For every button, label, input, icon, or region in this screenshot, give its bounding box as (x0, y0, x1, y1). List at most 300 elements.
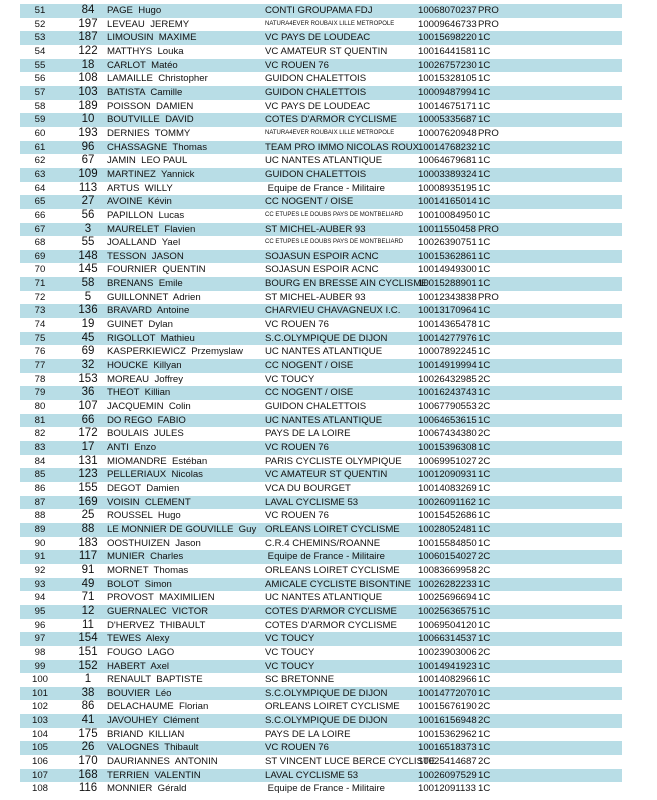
license-cell: 10013170964 (418, 305, 477, 317)
table-row (20, 660, 622, 674)
bib-cell: 69 (81, 345, 95, 358)
license-cell: 10068070237 (418, 5, 477, 16)
rank-cell: 77 (34, 360, 46, 372)
rider-name-cell: DERNIES TOMMY (107, 127, 191, 139)
club-cell: BOURG EN BRESSE AIN CYCLISME (265, 278, 428, 290)
bib-cell: 5 (84, 290, 92, 303)
bib-cell: 41 (81, 714, 95, 727)
club-cell: VC ROUEN 76 (265, 59, 329, 71)
table-row (20, 441, 622, 455)
category-cell: 2C (478, 756, 491, 768)
bib-cell: 26 (81, 741, 95, 754)
license-cell: 10015676190 (418, 701, 477, 713)
club-cell: UC NANTES ATLANTIQUE (265, 592, 383, 604)
club-cell: ORLEANS LOIRET CYCLISME (265, 523, 400, 535)
club-cell: CC NOGENT / OISE (265, 196, 354, 208)
rank-cell: 87 (34, 496, 46, 508)
rank-cell: 63 (34, 168, 46, 180)
bib-cell: 32 (81, 359, 95, 372)
license-cell: 10067790553 (418, 401, 477, 413)
rider-name-cell: POISSON DAMIEN (107, 100, 194, 112)
rank-cell: 106 (31, 756, 48, 768)
bib-cell: 148 (78, 249, 98, 262)
license-cell: 10016156948 (418, 715, 477, 727)
rank-cell: 100 (31, 674, 48, 686)
category-cell: PRO (478, 5, 499, 16)
license-cell: 10014082966 (418, 674, 477, 686)
table-row (20, 223, 622, 237)
bib-cell: 19 (81, 318, 95, 331)
table-row (20, 236, 622, 250)
rider-name-cell: DELACHAUME Florian (107, 701, 209, 713)
club-cell: ORLEANS LOIRET CYCLISME (265, 564, 400, 576)
bib-cell: 193 (78, 126, 98, 139)
table-row (20, 86, 622, 100)
table-row (20, 632, 622, 646)
rank-cell: 70 (34, 264, 46, 276)
table-row (20, 209, 622, 223)
club-cell: PAYS DE LA LOIRE (265, 428, 351, 440)
rider-name-cell: MONNIER Gérald (107, 783, 187, 795)
table-row (20, 359, 622, 373)
table-row (20, 250, 622, 264)
category-cell: 1C (478, 59, 491, 71)
table-row (20, 59, 622, 73)
rider-name-cell: D'HERVEZ THIBAULT (107, 619, 206, 631)
rider-name-cell: MATTHYS Louka (107, 45, 184, 57)
category-cell: 1C (478, 387, 491, 399)
category-cell: 1C (478, 319, 491, 331)
license-cell: 10015288901 (418, 278, 477, 290)
license-cell: 10083669958 (418, 564, 477, 576)
table-row (20, 45, 622, 59)
license-cell: 10012091133 (418, 783, 476, 795)
license-cell: 10010084950 (418, 209, 477, 221)
rider-name-cell: JAVOUHEY Clément (107, 715, 199, 727)
rank-cell: 67 (34, 223, 46, 235)
license-cell: 10012090931 (418, 469, 477, 481)
category-cell: 1C (478, 674, 491, 686)
club-cell: VC PAYS DE LOUDEAC (265, 100, 371, 112)
table-row (20, 755, 622, 769)
rank-cell: 76 (34, 346, 46, 358)
bib-cell: 88 (81, 522, 95, 535)
bib-cell: 55 (81, 236, 95, 249)
rider-name-cell: FOURNIER QUENTIN (107, 264, 206, 276)
rider-name-cell: CARLOT Matéo (107, 59, 178, 71)
license-cell: 10014772070 (418, 687, 477, 699)
table-row (20, 263, 622, 277)
club-cell: UC NANTES ATLANTIQUE (265, 414, 383, 426)
rider-name-cell: PAGE Hugo (107, 5, 162, 16)
category-cell: 1C (478, 250, 491, 262)
club-cell: S.C.OLYMPIQUE DE DIJON (265, 687, 388, 699)
license-cell: 10015328105 (418, 73, 477, 85)
bib-cell: 170 (78, 755, 98, 768)
club-cell: VC AMATEUR ST QUENTIN (265, 45, 388, 57)
table-row (20, 509, 622, 523)
bib-cell: 49 (81, 577, 95, 590)
rank-cell: 99 (34, 660, 46, 672)
club-cell: VC TOUCY (265, 646, 315, 658)
bib-cell: 91 (81, 563, 95, 576)
rider-name-cell: TEWES Alexy (107, 633, 170, 645)
rider-name-cell: MARTINEZ Yannick (107, 168, 195, 180)
table-row (20, 4, 622, 18)
bib-cell: 189 (78, 99, 98, 112)
rider-name-cell: PROVOST MAXIMILIEN (107, 592, 215, 604)
club-cell: VCA DU BOURGET (265, 482, 351, 494)
rider-name-cell: JACQUEMIN Colin (107, 401, 191, 413)
club-cell: ST MICHEL-AUBER 93 (265, 291, 366, 303)
rider-name-cell: JAMIN LEO PAUL (107, 155, 188, 167)
rider-name-cell: DO REGO FABIO (107, 414, 186, 426)
license-cell: 10026097529 (418, 769, 477, 781)
license-cell: 10025414687 (418, 756, 477, 768)
rider-name-cell: DAURIANNES ANTONIN (107, 756, 218, 768)
license-cell: 10012343838 (418, 291, 477, 303)
bib-cell: 108 (78, 72, 98, 85)
table-row (20, 714, 622, 728)
category-cell: 1C (478, 687, 491, 699)
rider-name-cell: FOUGO LAGO (107, 646, 175, 658)
category-cell: PRO (478, 291, 499, 303)
category-cell: 1C (478, 469, 491, 481)
category-cell: 1C (478, 496, 491, 508)
club-cell: VC TOUCY (265, 660, 315, 672)
license-cell: 10015396308 (418, 442, 477, 453)
rider-name-cell: MIOMANDRE Estéban (107, 455, 208, 467)
category-cell: PRO (478, 127, 499, 139)
rank-cell: 57 (34, 86, 46, 98)
bib-cell: 152 (78, 659, 98, 672)
club-cell: ORLEANS LOIRET CYCLISME (265, 701, 400, 713)
rider-name-cell: LEVEAU JEREMY (107, 18, 190, 30)
rank-cell: 85 (34, 469, 46, 481)
rider-name-cell: GUILLONNET Adrien (107, 291, 201, 303)
table-row (20, 605, 622, 619)
club-cell: GUIDON CHALETTOIS (265, 401, 367, 413)
category-cell: 2C (478, 428, 491, 440)
license-cell: 10066314537 (418, 633, 477, 645)
license-cell: 10026390751 (418, 237, 477, 249)
club-cell: COTES D'ARMOR CYCLISME (265, 605, 397, 617)
rider-name-cell: RIGOLLOT Mathieu (107, 332, 195, 344)
table-row (20, 591, 622, 605)
license-cell: 10064679681 (418, 155, 477, 167)
bib-cell: 58 (81, 277, 95, 290)
club-cell: VC ROUEN 76 (265, 442, 329, 453)
bib-cell: 66 (81, 413, 95, 426)
club-cell: GUIDON CHALETTOIS (265, 168, 367, 180)
table-row (20, 345, 622, 359)
rank-cell: 88 (34, 510, 46, 522)
license-cell: 10025696694 (418, 592, 477, 604)
table-row (20, 728, 622, 742)
club-cell: C.R.4 CHEMINS/ROANNE (265, 537, 381, 549)
table-row (20, 482, 622, 496)
bib-cell: 71 (81, 591, 95, 604)
rank-cell: 78 (34, 373, 46, 385)
rank-cell: 90 (34, 537, 46, 549)
license-cell: 10026282233 (418, 578, 477, 590)
club-cell: VC ROUEN 76 (265, 510, 329, 522)
table-row (20, 113, 622, 127)
club-cell: Equipe de France - Militaire (265, 182, 385, 194)
category-cell: 1C (478, 742, 491, 754)
table-row (20, 673, 622, 687)
table-row (20, 168, 622, 182)
rank-cell: 53 (34, 32, 46, 44)
bib-cell: 197 (78, 17, 98, 30)
rank-cell: 71 (34, 278, 46, 290)
rider-name-cell: ANTI Enzo (107, 442, 157, 453)
bib-cell: 151 (78, 645, 98, 658)
club-cell: LAVAL CYCLISME 53 (265, 496, 359, 508)
license-cell: 10026757230 (418, 59, 477, 71)
bib-cell: 36 (81, 386, 95, 399)
rider-name-cell: MOREAU Joffrey (107, 373, 184, 385)
category-cell: 1C (478, 100, 491, 112)
category-cell: 1C (478, 305, 491, 317)
club-cell: Equipe de France - Militaire (265, 783, 385, 795)
rider-name-cell: OOSTHUIZEN Jason (107, 537, 201, 549)
rider-name-cell: TESSON JASON (107, 250, 184, 262)
bib-cell: 56 (81, 208, 95, 221)
rider-name-cell: GUINET Dylan (107, 319, 173, 331)
rank-cell: 82 (34, 428, 46, 440)
table-row (20, 291, 622, 305)
rider-name-cell: HABERT Axel (107, 660, 170, 672)
category-cell: 1C (478, 414, 491, 426)
bib-cell: 117 (78, 550, 98, 563)
rank-cell: 66 (34, 209, 46, 221)
rank-cell: 102 (31, 701, 48, 713)
category-cell: 1C (478, 537, 491, 549)
club-cell: CC ETUPES LE DOUBS PAYS DE MONTBELIARD (265, 239, 404, 246)
club-cell: NATURA4EVER ROUBAIX LILLE METROPOLE (265, 20, 395, 27)
category-cell: 1C (478, 209, 491, 221)
rank-cell: 96 (34, 619, 46, 631)
bib-cell: 27 (81, 195, 95, 208)
category-cell: 1C (478, 523, 491, 535)
license-cell: 10069951027 (418, 455, 477, 467)
table-row (20, 127, 622, 141)
rank-cell: 59 (34, 114, 46, 126)
table-row (20, 455, 622, 469)
category-cell: 1C (478, 592, 491, 604)
club-cell: NATURA4EVER ROUBAIX LILLE METROPOLE (265, 129, 395, 136)
license-cell: 10064653615 (418, 414, 477, 426)
table-row (20, 700, 622, 714)
bib-cell: 122 (78, 44, 98, 57)
rank-cell: 56 (34, 73, 46, 85)
table-row (20, 31, 622, 45)
bib-cell: 113 (78, 181, 98, 194)
category-cell: 1C (478, 45, 491, 57)
club-cell: COTES D'ARMOR CYCLISME (265, 619, 397, 631)
category-cell: 1C (478, 619, 491, 631)
rank-cell: 84 (34, 455, 46, 467)
license-cell: 10015362861 (418, 250, 477, 262)
table-row (20, 141, 622, 155)
category-cell: 2C (478, 715, 491, 727)
table-row (20, 182, 622, 196)
table-row (20, 332, 622, 346)
rank-cell: 52 (34, 18, 46, 30)
club-cell: GUIDON CHALETTOIS (265, 73, 367, 85)
license-cell: 10026091162 (418, 496, 476, 508)
club-cell: TEAM PRO IMMO NICOLAS ROUX (265, 141, 420, 153)
category-cell: 1C (478, 182, 491, 194)
club-cell: CC NOGENT / OISE (265, 360, 354, 372)
table-row (20, 687, 622, 701)
rank-cell: 91 (34, 551, 46, 563)
bib-cell: 18 (81, 58, 95, 71)
category-cell: 1C (478, 769, 491, 781)
bib-cell: 123 (78, 468, 98, 481)
table-row (20, 646, 622, 660)
license-cell: 10005335687 (418, 114, 477, 126)
rider-name-cell: RENAULT BAPTISTE (107, 674, 203, 686)
category-cell: 1C (478, 278, 491, 290)
category-cell: 2C (478, 455, 491, 467)
club-cell: Equipe de France - Militaire (265, 551, 385, 563)
rider-name-cell: BRAVARD Antoine (107, 305, 190, 317)
license-cell: 10025636575 (418, 605, 477, 617)
rider-name-cell: LAMAILLE Christopher (107, 73, 208, 85)
bib-cell: 155 (78, 481, 98, 494)
category-cell: 1C (478, 196, 491, 208)
rank-cell: 79 (34, 387, 46, 399)
rank-cell: 101 (31, 687, 48, 699)
club-cell: ST VINCENT LUCE BERCE CYCLISTE (265, 756, 436, 768)
rider-name-cell: JOALLAND Yael (107, 237, 181, 249)
bib-cell: 116 (78, 782, 98, 795)
club-cell: SOJASUN ESPOIR ACNC (265, 250, 379, 262)
rank-cell: 81 (34, 414, 46, 426)
club-cell: SC BRETONNE (265, 674, 335, 686)
rank-cell: 74 (34, 319, 46, 331)
license-cell: 10023903006 (418, 646, 477, 658)
rider-name-cell: KASPERKIEWICZ Przemyslaw (107, 346, 243, 358)
license-cell: 10008935195 (418, 182, 477, 194)
rank-cell: 86 (34, 482, 46, 494)
rider-name-cell: BRIAND KILLIAN (107, 728, 185, 740)
category-cell: 1C (478, 482, 491, 494)
category-cell: 1C (478, 783, 491, 795)
club-cell: CC NOGENT / OISE (265, 387, 354, 399)
rank-cell: 62 (34, 155, 46, 167)
bib-cell: 131 (78, 454, 98, 467)
rank-cell: 54 (34, 45, 46, 57)
category-cell: 1C (478, 360, 491, 372)
bib-cell: 175 (78, 727, 98, 740)
bib-cell: 168 (78, 768, 98, 781)
license-cell: 10007620948 (418, 127, 477, 139)
rider-name-cell: ROUSSEL Hugo (107, 510, 181, 522)
table-row (20, 550, 622, 564)
table-row (20, 414, 622, 428)
bib-cell: 183 (78, 536, 98, 549)
club-cell: VC TOUCY (265, 373, 315, 385)
license-cell: 10015698220 (418, 32, 477, 44)
bib-cell: 96 (81, 140, 95, 153)
bib-cell: 3 (84, 222, 92, 235)
category-cell: 2C (478, 551, 491, 563)
club-cell: VC ROUEN 76 (265, 319, 329, 331)
license-cell: 10014165014 (418, 196, 477, 208)
club-cell: LAVAL CYCLISME 53 (265, 769, 359, 781)
bib-cell: 153 (78, 372, 98, 385)
rider-name-cell: BOULAIS JULES (107, 428, 184, 440)
category-cell: PRO (478, 18, 499, 30)
rider-name-cell: TERRIEN VALENTIN (107, 769, 201, 781)
rider-name-cell: THEOT Killian (107, 387, 171, 399)
table-row (20, 523, 622, 537)
table-row (20, 537, 622, 551)
category-cell: 1C (478, 510, 491, 522)
rider-name-cell: AVOINE Kévin (107, 196, 172, 208)
rider-name-cell: BATISTA Camille (107, 86, 183, 98)
category-cell: 1C (478, 32, 491, 44)
license-cell: 10028052481 (418, 523, 477, 535)
license-cell: 10016441581 (418, 45, 477, 57)
rider-name-cell: LIMOUSIN MAXIME (107, 32, 197, 44)
license-cell: 10015452686 (418, 510, 477, 522)
category-cell: 2C (478, 564, 491, 576)
category-cell: 1C (478, 605, 491, 617)
category-cell: 1C (478, 633, 491, 645)
category-cell: 1C (478, 578, 491, 590)
category-cell: 1C (478, 332, 491, 344)
table-row (20, 154, 622, 168)
club-cell: ST MICHEL-AUBER 93 (265, 223, 366, 235)
bib-cell: 10 (81, 113, 95, 126)
category-cell: 1C (478, 237, 491, 249)
table-row (20, 427, 622, 441)
license-cell: 10014083269 (418, 482, 477, 494)
bib-cell: 103 (78, 85, 98, 98)
rider-name-cell: VALOGNES Thibault (107, 742, 199, 754)
category-cell: 1C (478, 114, 491, 126)
table-row (20, 72, 622, 86)
table-row (20, 195, 622, 209)
rank-cell: 105 (31, 742, 48, 754)
club-cell: VC AMATEUR ST QUENTIN (265, 469, 388, 481)
bib-cell: 25 (81, 509, 95, 522)
category-cell: PRO (478, 223, 499, 235)
bib-cell: 45 (81, 331, 95, 344)
club-cell: SOJASUN ESPOIR ACNC (265, 264, 379, 276)
rank-cell: 51 (34, 5, 46, 16)
club-cell: UC NANTES ATLANTIQUE (265, 155, 383, 167)
category-cell: 1C (478, 73, 491, 85)
rider-name-cell: ARTUS WILLY (107, 182, 173, 194)
rank-cell: 103 (31, 715, 48, 727)
category-cell: 1C (478, 728, 491, 740)
club-cell: AMICALE CYCLISTE BISONTINE (265, 578, 412, 590)
results-table (20, 4, 622, 796)
table-row (20, 496, 622, 510)
club-cell: CHARVIEU CHAVAGNEUX I.C. (265, 305, 401, 317)
rank-cell: 69 (34, 250, 46, 262)
rank-cell: 72 (34, 291, 46, 303)
bib-cell: 1 (84, 673, 92, 686)
rank-cell: 93 (34, 578, 46, 590)
rank-cell: 64 (34, 182, 46, 194)
bib-cell: 136 (78, 304, 98, 317)
